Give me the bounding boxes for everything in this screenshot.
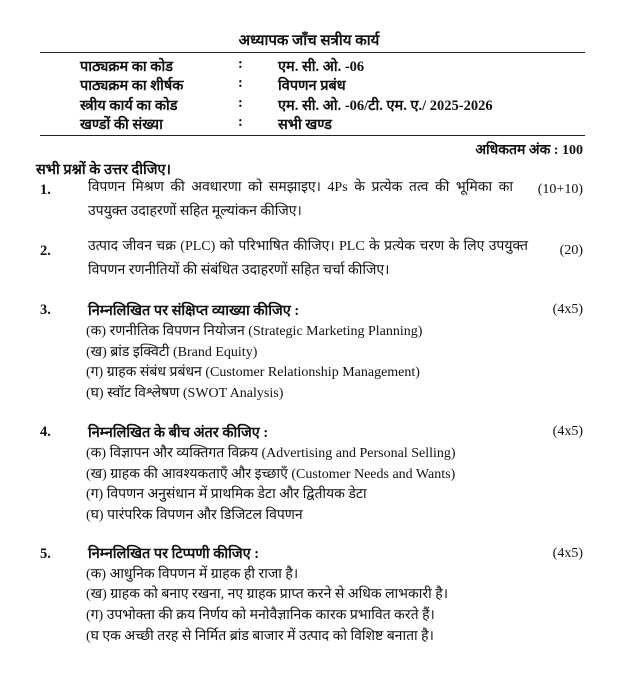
question-marks: (4x5) (552, 302, 583, 317)
question-number: 2. (40, 243, 51, 259)
meta-colon: : (238, 114, 243, 130)
instruction: सभी प्रश्नों के उत्तर दीजिए। (36, 162, 172, 178)
meta-label: खण्डों की संख्या (80, 117, 163, 133)
meta-blocks (80, 114, 580, 134)
meta-colon: : (238, 56, 243, 72)
question-marks: (4x5) (552, 546, 583, 561)
meta-course-code (80, 56, 580, 76)
question-number: 3. (40, 302, 51, 318)
question-text: विपणन मिश्रण की अवधारणा को समझाइए। 4Ps के प्रत्येक तत्व की भूमिका का उपयुक्त उदाहरणों सहित मूल्यांकन कीजिए। (88, 180, 513, 219)
page-title: अध्यापक जाँच सत्रीय कार्य (238, 33, 380, 49)
sub-question: (ग) ग्राहक संबंध प्रबंधन (Customer Relationship Management) (86, 365, 420, 380)
meta-colon: : (238, 95, 243, 111)
meta-value: एम. सी. ओ. -06/टी. एम. ए./ 2025-2026 (278, 98, 493, 114)
meta-assignment-code (80, 95, 580, 115)
meta-label: पाठ्यक्रम का कोड (80, 59, 173, 75)
bottom-rule (40, 135, 585, 136)
sub-question: (क) आधुनिक विपणन में ग्राहक ही राजा है। (86, 567, 299, 582)
question-number: 4. (40, 424, 51, 440)
question-text: उत्पाद जीवन चक्र (PLC) को परिभाषित कीजिए। PLC के प्रत्येक चरण के लिए उपयुक्त विपणन रणनीतियों की संबंधित उदाहरणों सहित चर्चा कीजिए। (88, 239, 528, 278)
question-number: 5. (40, 546, 51, 562)
meta-value: एम. सी. ओ. -06 (278, 59, 365, 75)
question-marks: (10+10) (537, 182, 583, 197)
sub-question: (ख) ब्रांड इक्विटी (Brand Equity) (86, 345, 258, 360)
question-heading: निम्नलिखित पर संक्षिप्त व्याख्या कीजिए : (88, 303, 300, 319)
question-number: 1. (40, 182, 51, 198)
question-heading: निम्नलिखित पर टिप्पणी कीजिए : (88, 546, 260, 562)
sub-question: (ग) उपभोक्ता की क्रय निर्णय को मनोवैज्ञानिक कारक प्रभावित करते हैं। (86, 608, 435, 623)
sub-question: (ख) ग्राहक को बनाए रखना, नए ग्राहक प्राप्त करने से अधिक लाभकारी है। (86, 587, 448, 602)
question-heading: निम्नलिखित के बीच अंतर कीजिए : (88, 425, 269, 441)
meta-value: विपणन प्रबंध (278, 78, 346, 94)
sub-question: (घ) स्वॉट विश्लेषण (SWOT Analysis) (86, 386, 284, 401)
question-marks: (4x5) (552, 424, 583, 439)
question-marks: (20) (559, 243, 583, 258)
meta-colon: : (238, 75, 243, 91)
max-marks: अधिकतम अंक : 100 (475, 143, 583, 158)
sub-question: (घ एक अच्छी तरह से निर्मित ब्रांड बाजार में उत्पाद को विशिष्ट बनाता है। (86, 629, 434, 644)
sub-question: (घ) पारंपरिक विपणन और डिजिटल विपणन (86, 508, 303, 523)
top-rule (40, 52, 585, 53)
sub-question: (क) विज्ञापन और व्यक्तिगत विक्रय (Advertising and Personal Selling) (86, 446, 456, 461)
sub-question: (ख) ग्राहक की आवश्यकताएँ और इच्छाएँ (Customer Needs and Wants) (86, 467, 456, 482)
meta-label: पाठ्यक्रम का शीर्षक (80, 78, 184, 94)
meta-label: स्त्रीय कार्य का कोड (80, 98, 178, 114)
sub-question: (ग) विपणन अनुसंधान में प्राथमिक डेटा और द्वितीयक डेटा (86, 487, 367, 502)
meta-value: सभी खण्ड (278, 117, 332, 133)
meta-course-title (80, 75, 580, 95)
sub-question: (क) रणनीतिक विपणन नियोजन (Strategic Marketing Planning) (86, 324, 423, 339)
